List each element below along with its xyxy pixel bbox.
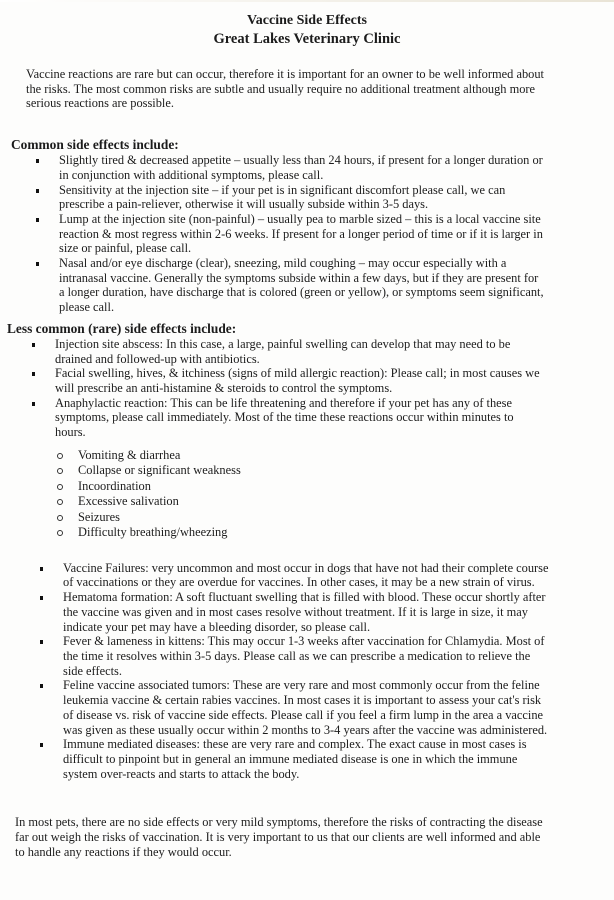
symptom-text: Incoordination (78, 478, 151, 493)
closing-paragraph: In most pets, there are no side effects or very mild symptoms, therefore the risks of contracting the disease far out weigh the risks of vaccination. It is very important to us that our clients are well informed and able to handle any reactions if they would occur. (15, 815, 543, 859)
list-item-text: Facial swelling, hives, & itchiness (signs of mild allergic reaction): Please call; in most causes we will prescribe an anti-histamine & steroids to control the symptoms. (55, 366, 540, 395)
symptom-text: Seizures (78, 509, 120, 524)
symptom-text: Collapse or significant weakness (78, 463, 241, 478)
list-item (55, 337, 606, 366)
bullet-icon (40, 684, 43, 688)
list-item (63, 634, 606, 678)
circle-bullet-icon (57, 515, 63, 521)
list-item-text: Feline vaccine associated tumors: These are very rare and most commonly occur from the feline leukemia vaccine & certain rabies vaccines. In most cases it is important to assess your cat's risk of disease vs. risk of vaccine side effects. Please call if you feel a firm lump in the area a vaccine was given as these usually occur within 2 months to 3-4 years after the vaccine was administered. (63, 678, 548, 737)
list-item-text: Slightly tired & decreased appetite – usually less than 24 hours, if present for a longer duration or in conjunction with additional symptoms, please call. (59, 153, 543, 182)
list-item (55, 366, 606, 395)
bullet-icon (36, 262, 39, 266)
bullet-icon (40, 640, 43, 644)
list-item (55, 396, 606, 440)
list-item (63, 561, 606, 590)
symptom-text: Difficulty breathing/wheezing (78, 525, 228, 540)
intro-paragraph: Vaccine reactions are rare but can occur, therefore it is important for an owner to be well informed about the risks. The most common risks are subtle and usually require no additional treatment although more serious reactions are possible. (26, 67, 544, 111)
circle-bullet-icon (57, 468, 63, 474)
bullet-icon (40, 596, 43, 600)
list-item (59, 153, 606, 182)
rare-list (55, 337, 606, 440)
common-heading: Common side effects include: (11, 137, 179, 153)
list-item (63, 590, 606, 634)
symptom-item (78, 510, 606, 526)
clinic-name: Great Lakes Veterinary Clinic (213, 31, 401, 47)
symptom-item (78, 525, 606, 541)
list-item-text: Fever & lameness in kittens: This may occur 1-3 weeks after vaccination for Chlamydia. Most of the time it resolves within 3-5 days. Please call as we can prescribe a medication to relieve the side effects. (63, 634, 545, 678)
symptom-item (78, 494, 606, 510)
list-item-text: Sensitivity at the injection site – if your pet is in significant discomfort please call, we can prescribe a pain-reliever, otherwise it will usually subside within 3-5 days. (59, 182, 506, 212)
circle-bullet-icon (57, 530, 63, 536)
bullet-icon (36, 218, 39, 222)
list-item (59, 212, 606, 256)
more-rare-list (63, 561, 606, 782)
common-list (59, 153, 606, 315)
list-item (59, 256, 606, 315)
symptom-item (78, 463, 606, 479)
symptom-item (78, 448, 606, 464)
bullet-icon (40, 567, 43, 571)
list-item-text: Nasal and/or eye discharge (clear), sneezing, mild coughing – may occur especially with a intranasal vaccine. Generally the symptoms subside within a few days, but if they are present for a longer duration, have discharge that is colored (green or yellow), or symptoms seem significant, please call. (59, 256, 544, 315)
circle-bullet-icon (57, 484, 63, 490)
list-item-text: Hematoma formation: A soft fluctuant swelling that is filled with blood. These occur shortly after the vaccine was given and in most cases resolve without treatment. If it is large in size, it may indicate your pet may have a bleeding disorder, so please call. (63, 590, 546, 634)
list-item (59, 183, 606, 212)
bullet-icon (32, 343, 35, 347)
document-title: Vaccine Side Effects (246, 13, 368, 28)
symptom-text: Vomiting & diarrhea (78, 447, 181, 462)
circle-bullet-icon (57, 499, 63, 505)
bullet-icon (36, 159, 39, 163)
symptom-item (78, 479, 606, 495)
bullet-icon (32, 402, 35, 406)
rare-heading: Less common (rare) side effects include: (7, 320, 237, 336)
bullet-icon (40, 743, 43, 747)
circle-bullet-icon (57, 453, 63, 459)
list-item (63, 678, 606, 737)
list-item-text: Immune mediated diseases: these are very rare and complex. The exact cause in most cases is difficult to pinpoint but in general an immune mediated disease is one in which the immune system over-reacts and starts to attack the body. (63, 737, 527, 781)
list-item-text: Injection site abscess: In this case, a large, painful swelling can develop that may need to be drained and followed-up with antibiotics. (55, 336, 511, 366)
symptom-list (78, 448, 606, 541)
symptom-text: Excessive salivation (78, 494, 179, 509)
list-item-text: Lump at the injection site (non-painful) – usually pea to marble sized – this is a local vaccine site reaction & most regress within 2-6 weeks. If present for a longer period of time or if it is larger in size or painful, please call. (59, 211, 543, 256)
bullet-icon (36, 189, 39, 193)
list-item-text: Vaccine Failures: very uncommon and most occur in dogs that have not had their complete course of vaccinations or they are overdue for vaccines. In other cases, it may be a new strain of virus. (63, 560, 549, 590)
list-item-text: Anaphylactic reaction: This can be life threatening and therefore if your pet has any of these symptoms, please call immediately. Most of the time these reactions occur within minutes to hours. (55, 395, 514, 440)
list-item (63, 737, 606, 781)
bullet-icon (32, 372, 35, 376)
